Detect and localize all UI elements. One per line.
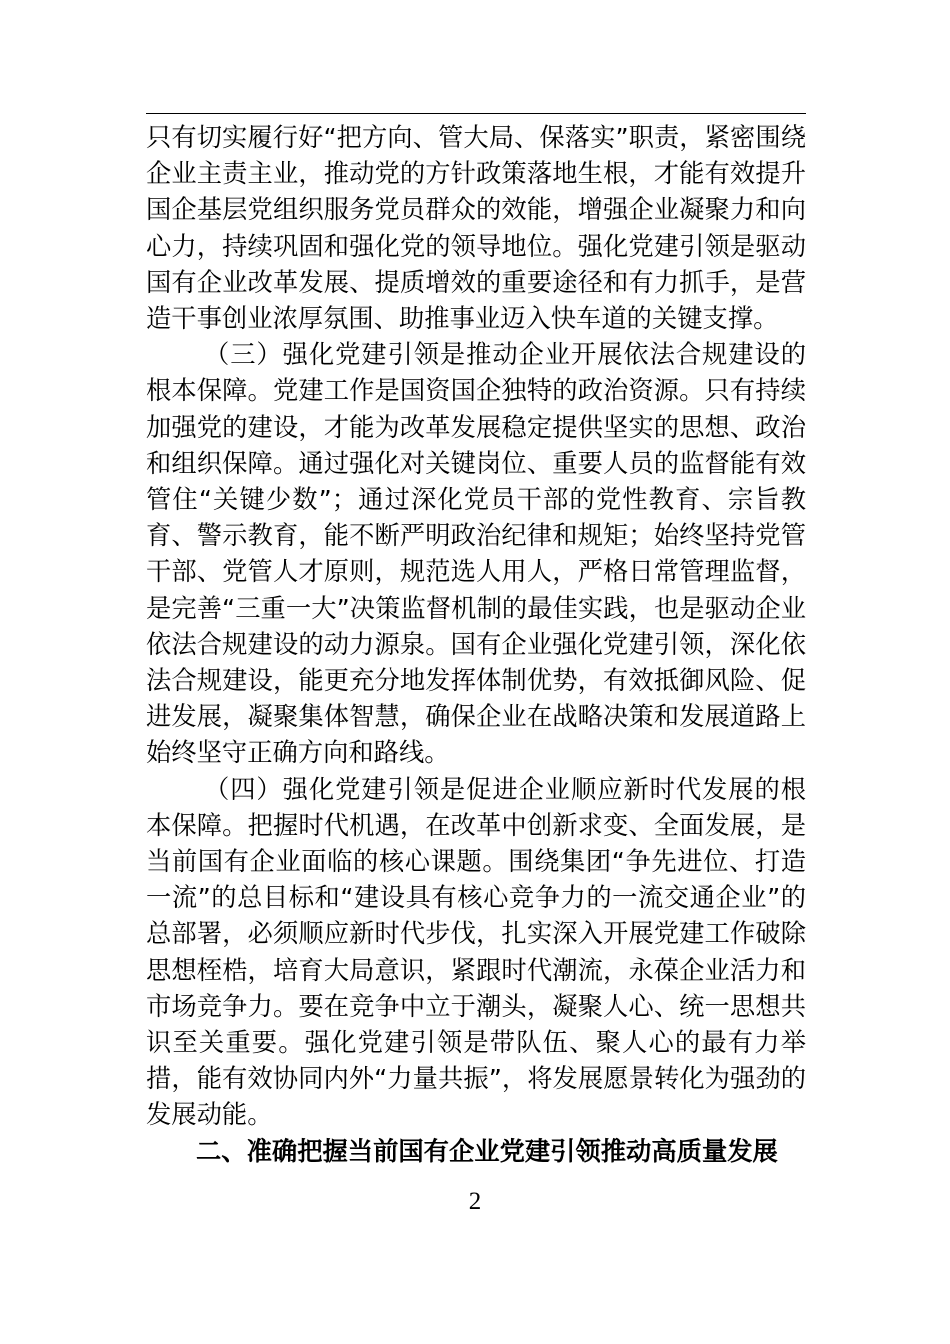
header-rule	[146, 113, 806, 114]
paragraph-continuation: 只有切实履行好“把方向、管大局、保落实”职责，紧密围绕企业主责主业，推动党的方针政策落地生根，才能有效提升国企基层党组织服务党员群众的效能，增强企业凝聚力和向心力，持续巩固和强化党的领导地位。强化党建引领是驱动国有企业改革发展、提质增效的重要途径和有力抓手，是营造干事创业浓厚氛围、助推事业迈入快车道的关键支撑。	[146, 123, 806, 334]
page-number: 2	[468, 1188, 482, 1215]
paragraph-section-3: （三）强化党建引领是推动企业开展依法合规建设的根本保障。党建工作是国资国企独特的政治资源。只有持续加强党的建设，才能为改革发展稳定提供坚实的思想、政治和组织保障。通过强化对关键岗位、重要人员的监督能有效管住“关键少数”；通过深化党员干部的党性教育、宗旨教育、警示教育，能不断严明政治纪律和规矩；始终坚持党管干部、党管人才原则，规范选人用人，严格日常管理监督，是完善“三重一大”决策监督机制的最佳实践，也是驱动企业依法合规建设的动力源泉。国有企业强化党建引领，深化依法合规建设，能更充分地发挥体制优势，有效抵御风险、促进发展，凝聚集体智慧，确保企业在战略决策和发展道路上始终坚守正确方向和路线。	[146, 340, 806, 768]
document-body	[146, 120, 806, 1170]
section-heading: 二、准确把握当前国有企业党建引领推动高质量发展	[196, 1136, 778, 1166]
paragraph-section-4: （四）强化党建引领是促进企业顺应新时代发展的根本保障。把握时代机遇，在改革中创新求变、全面发展，是当前国有企业面临的核心课题。围绕集团“争先进位、打造一流”的总目标和“建设具有核心竞争力的一流交通企业”的总部署，必须顺应新时代步伐，扎实深入开展党建工作破除思想桎梏，培育大局意识，紧跟时代潮流，永葆企业活力和市场竞争力。要在竞争中立于潮头，凝聚人心、统一思想共识至关重要。强化党建引领是带队伍、聚人心的最有力举措，能有效协同内外“力量共振”，将发展愿景转化为强劲的发展动能。	[146, 774, 806, 1130]
